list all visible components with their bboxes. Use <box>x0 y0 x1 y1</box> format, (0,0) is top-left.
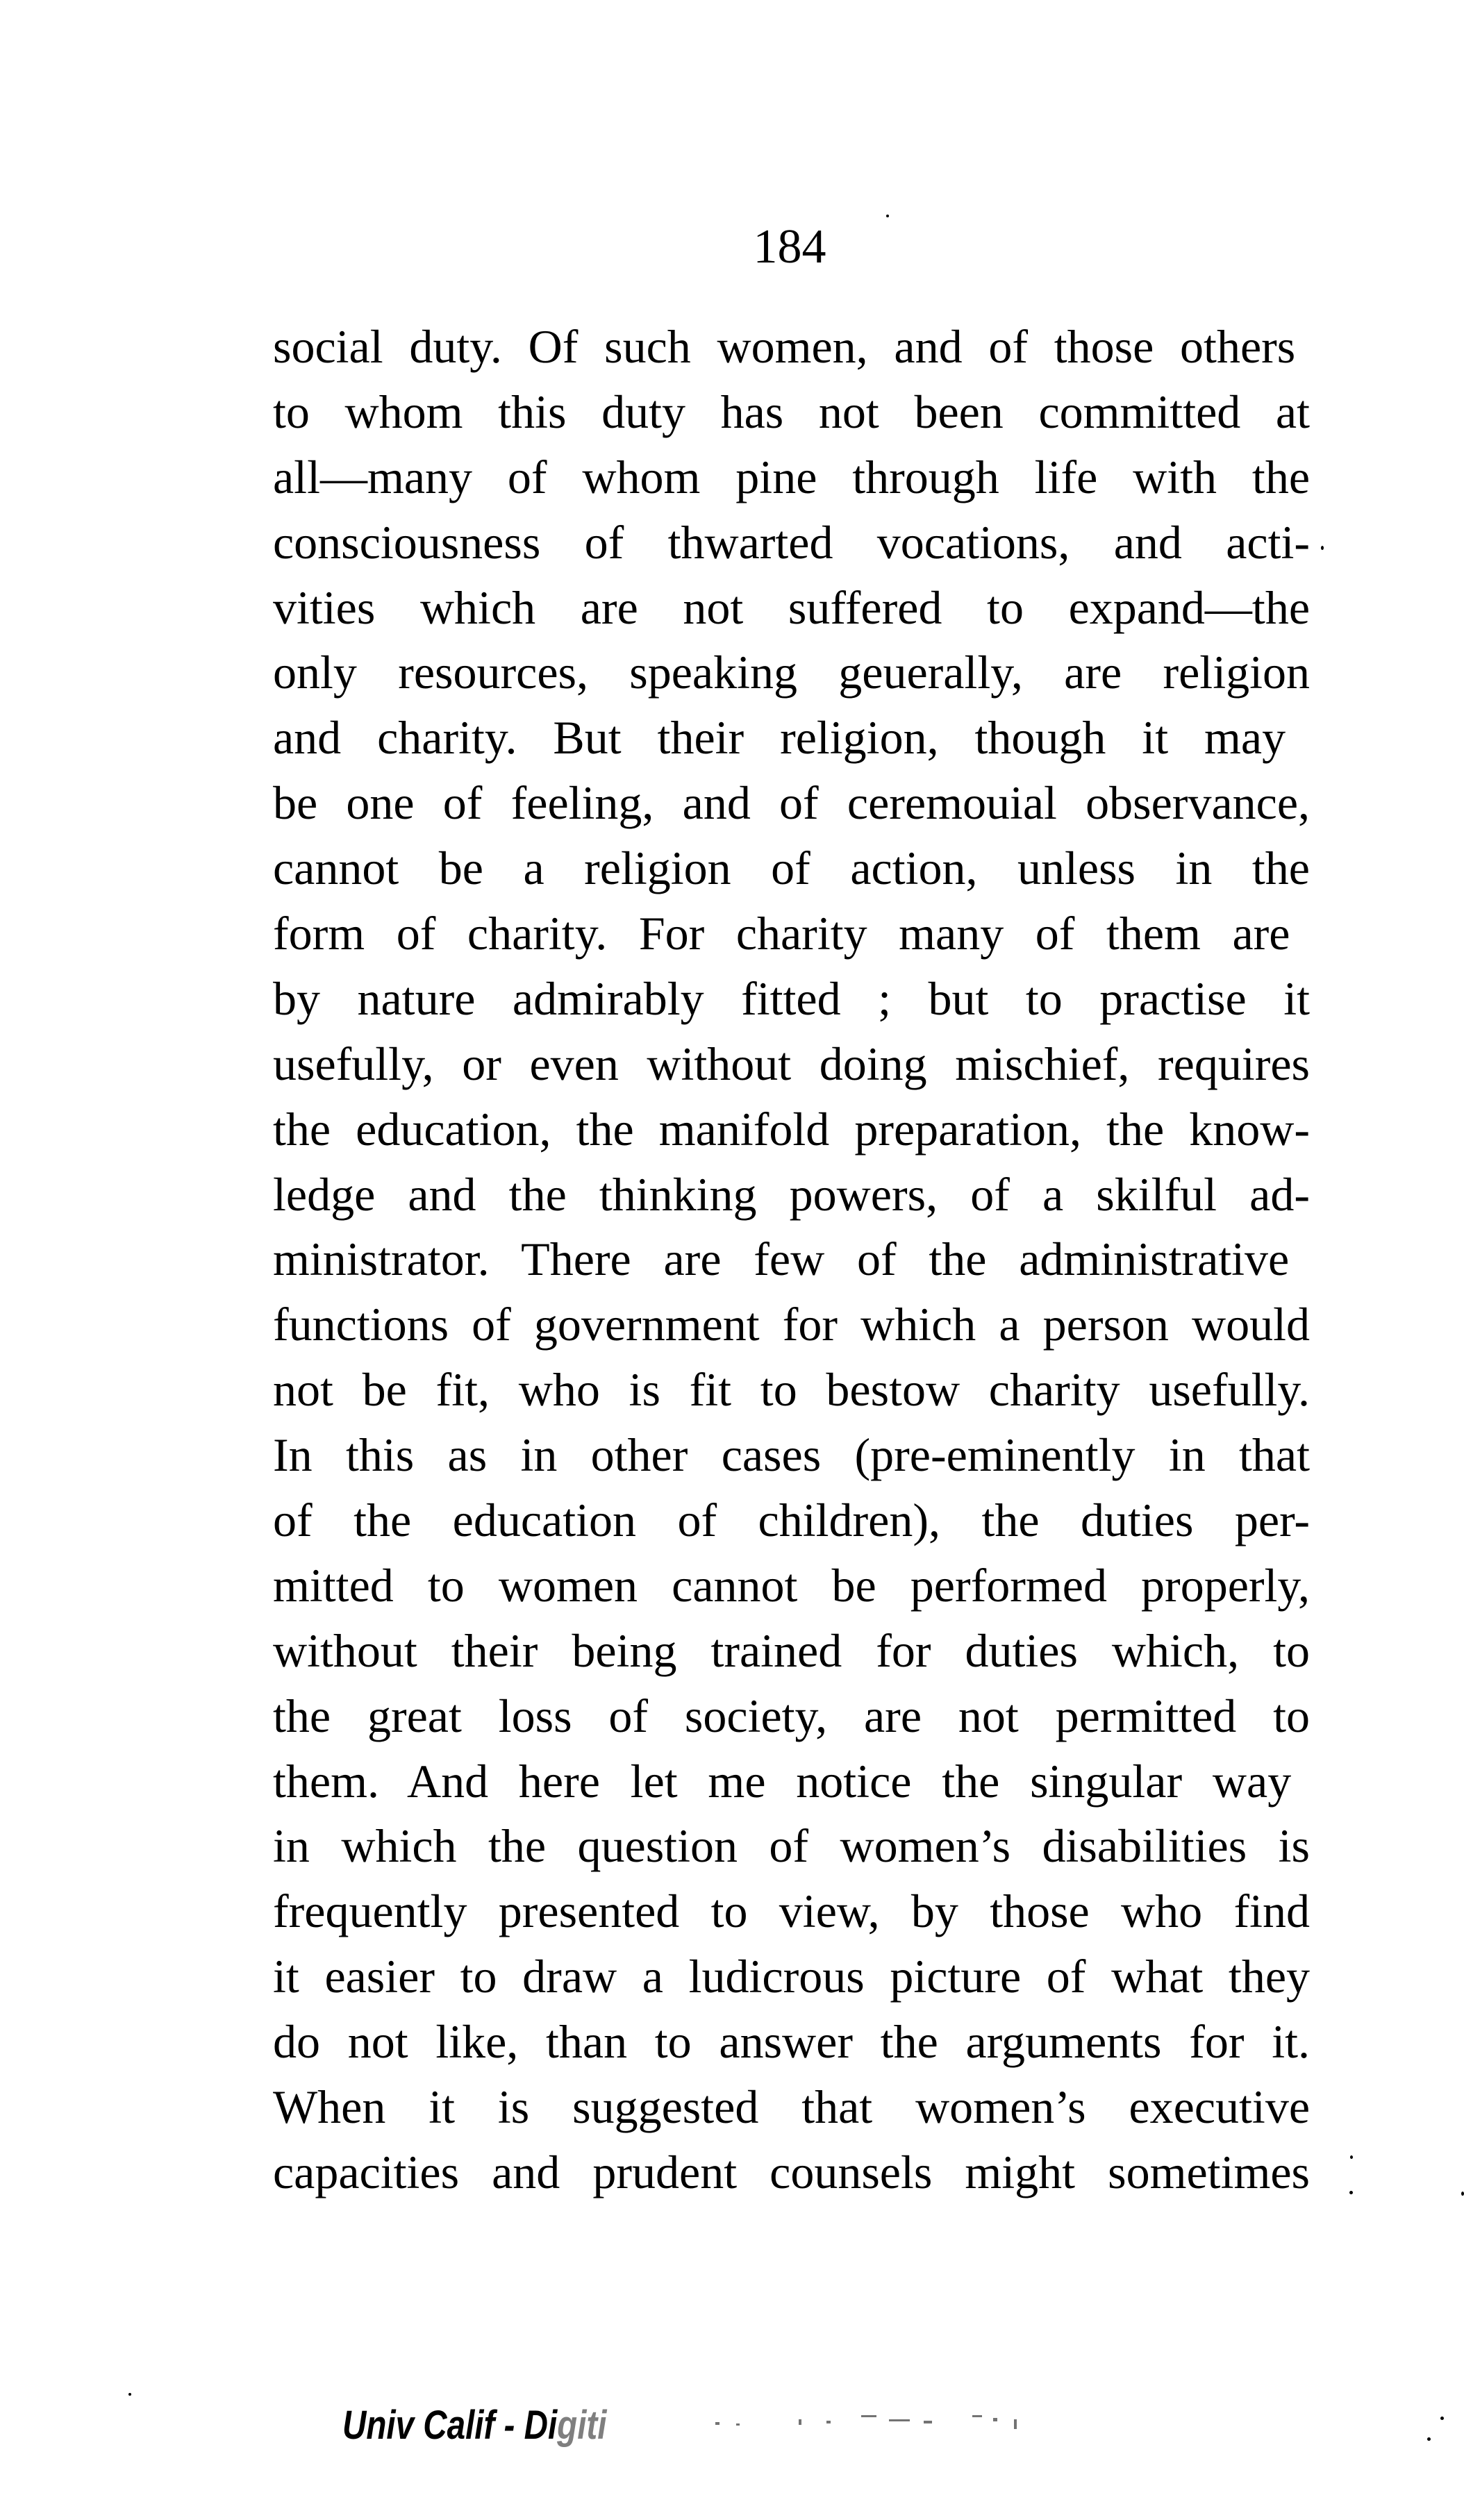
digitization-watermark <box>342 2394 606 2457</box>
text-line-content: When it is suggested that women’s executive <box>273 2080 1310 2134</box>
text-line-content: ministrator. There are few of the administrative <box>273 1233 1290 1286</box>
text-line-content: frequently presented to view, by those who find <box>273 1885 1310 1938</box>
text-line-content: them. And here let me notice the singular way <box>273 1754 1292 1808</box>
text-line-content: social duty. Of such women, and of those others <box>273 320 1296 373</box>
text-line <box>273 1619 1310 1684</box>
body-text <box>273 315 1310 2205</box>
text-line <box>273 1227 1310 1292</box>
text-line <box>273 576 1310 641</box>
watermark-fragment <box>861 2415 876 2417</box>
text-line <box>273 706 1310 771</box>
speck-mark <box>1440 2417 1444 2420</box>
text-line-content: In this as in other cases (pre-eminently in that <box>273 1428 1310 1482</box>
text-line <box>273 510 1310 576</box>
watermark-fragment <box>993 2418 997 2421</box>
text-line <box>273 836 1310 901</box>
text-line <box>273 2075 1310 2140</box>
text-line <box>273 1749 1310 1814</box>
speck-mark <box>1427 2437 1431 2441</box>
text-line <box>273 1488 1310 1553</box>
speck-mark <box>1349 2191 1353 2194</box>
watermark-faded-marks <box>715 2410 1160 2437</box>
text-line <box>273 1423 1310 1488</box>
text-line-content: in which the question of women’s disabilities is <box>273 1819 1310 1873</box>
text-line <box>273 445 1310 510</box>
text-line-content: of the education of children), the duties per- <box>273 1494 1310 1547</box>
text-line-content: mitted to women cannot be performed properly, <box>273 1558 1310 1612</box>
text-line <box>273 1292 1310 1358</box>
watermark-fragment <box>799 2419 801 2425</box>
text-line <box>273 967 1310 1032</box>
text-line-content: vities which are not suffered to expand—the <box>273 581 1310 634</box>
speck-mark <box>886 215 889 217</box>
text-line-content: usefully, or even without doing mischief, requires <box>273 1037 1310 1090</box>
text-line-content: by nature admirably fitted ; but to practise it <box>273 971 1310 1025</box>
text-line-content: all—many of whom pine through life with the <box>273 450 1310 503</box>
speck-mark <box>1321 546 1324 550</box>
text-line-content: functions of government for which a person would <box>273 1298 1310 1351</box>
speck-mark <box>1350 2155 1353 2159</box>
watermark-fragment <box>826 2421 831 2423</box>
watermark-faded-text: giti <box>557 2403 607 2448</box>
watermark-fragment <box>1014 2419 1017 2429</box>
text-line <box>273 1162 1310 1228</box>
text-line <box>273 1944 1310 2010</box>
text-line-content: capacities and prudent counsels might sometimes <box>273 2145 1310 2198</box>
text-line <box>273 2010 1310 2075</box>
text-line <box>273 1553 1310 1619</box>
watermark-text: Univ Calif - Di <box>342 2403 558 2448</box>
watermark-fragment <box>889 2419 910 2421</box>
text-line-content: to whom this duty has not been committed at <box>273 385 1310 438</box>
text-line <box>273 1814 1310 1879</box>
text-line-content: it easier to draw a ludicrous picture of what they <box>273 1950 1310 2003</box>
page-number: 184 <box>753 220 826 274</box>
watermark-fragment <box>972 2415 982 2417</box>
text-line <box>273 2140 1310 2205</box>
text-line <box>273 1879 1310 1944</box>
text-line-content: do not like, than to answer the arguments for it. <box>273 2015 1310 2069</box>
text-line <box>273 1684 1310 1749</box>
text-line-content: and charity. But their religion, though it may <box>273 711 1286 765</box>
text-line <box>273 771 1310 836</box>
watermark-fragment <box>924 2421 932 2423</box>
text-line-content: the education, the manifold preparation, the know- <box>273 1102 1310 1155</box>
text-line <box>273 640 1310 706</box>
speck-mark <box>1461 2192 1464 2196</box>
text-line <box>273 1032 1310 1097</box>
text-line-content: form of charity. For charity many of them are <box>273 907 1290 960</box>
text-line-content: only resources, speaking geuerally, are religion <box>273 646 1310 699</box>
text-line <box>273 1097 1310 1162</box>
watermark-fragment <box>736 2423 740 2426</box>
watermark-fragment <box>715 2422 719 2425</box>
speck-mark <box>128 2393 131 2396</box>
text-line <box>273 315 1310 380</box>
text-line-content: without their being trained for duties which, to <box>273 1624 1310 1677</box>
text-line-content: ledge and the thinking powers, of a skilful ad- <box>273 1167 1310 1221</box>
text-line <box>273 380 1310 445</box>
text-line-content: be one of feeling, and of ceremouial observance, <box>273 776 1310 830</box>
text-line-content: consciousness of thwarted vocations, and acti- <box>273 515 1310 569</box>
text-line-content: the great loss of society, are not permitted to <box>273 1689 1310 1742</box>
text-line-content: not be fit, who is fit to bestow charity usefully. <box>273 1363 1310 1417</box>
text-line <box>273 901 1310 967</box>
text-line <box>273 1358 1310 1423</box>
text-line-content: cannot be a religion of action, unless in the <box>273 842 1310 895</box>
